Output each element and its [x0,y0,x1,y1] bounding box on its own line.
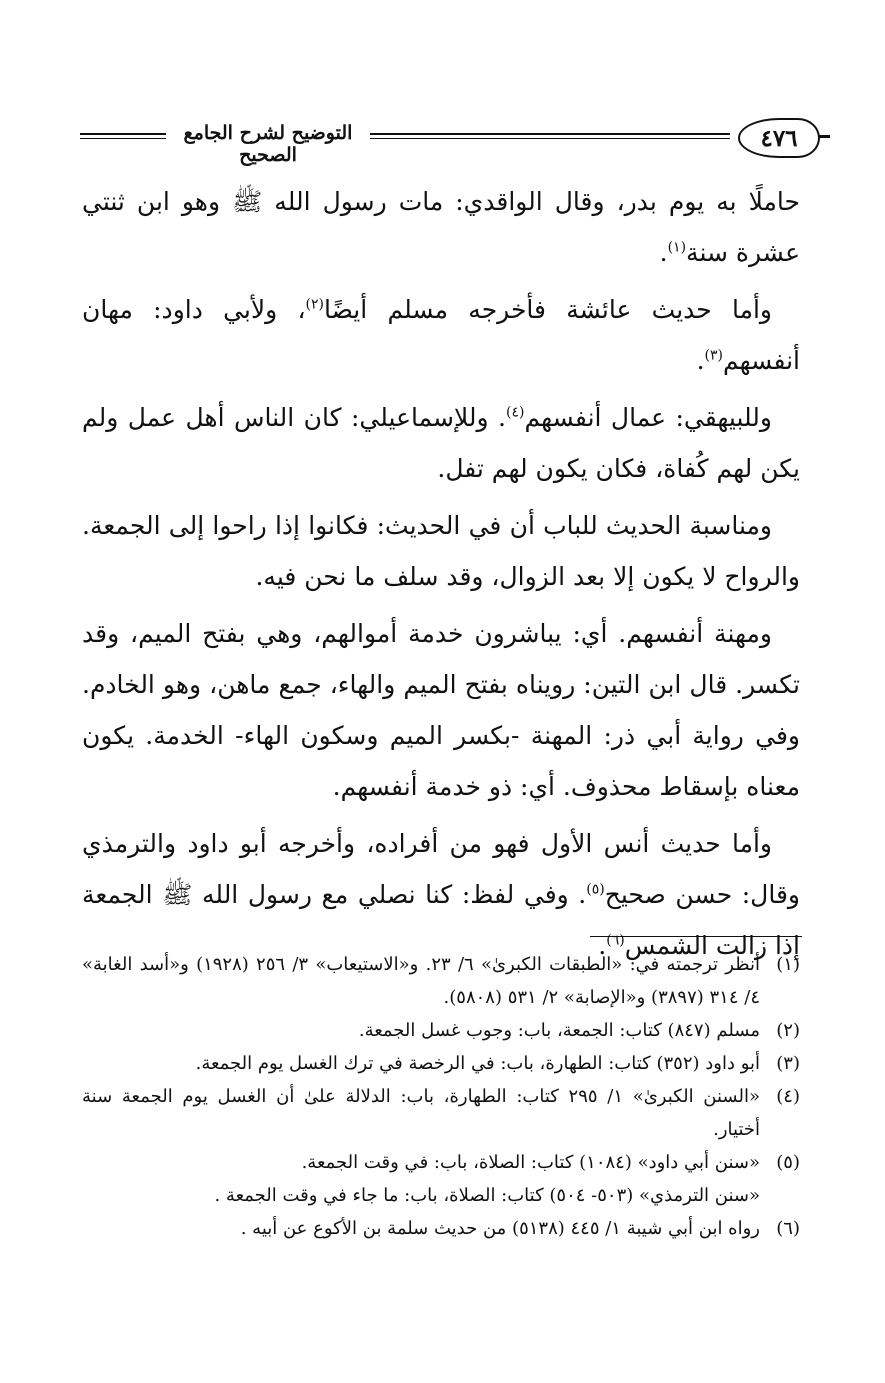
footnote-separator [590,936,802,937]
header-rule-left [80,133,166,139]
footnote-number: (٢) [776,1020,800,1041]
footnote [82,1047,800,1080]
footnote [82,1146,800,1179]
footnote-text: أنظر ترجمته في: «الطبقات الكبرىٰ» ٦/ ٢٣. و«الاستيعاب» ٣/ ٢٥٦ (١٩٢٨) و«أسد الغابة» ٤/ ٣١٤ (٣٨٩٧) و«الإصابة» ٢/ ٥٣١ (٥٨٠٨). [82,954,761,1008]
footnote-number [760,1179,800,1212]
running-title: التوضيح لشرح الجامع الصحيح [183,122,353,166]
footnotes [82,948,800,1245]
header-rule-middle [370,133,730,139]
footnote-continuation [82,1179,800,1212]
paragraph: وللبيهقي: عمال أنفسهم$^{(٤)}$. وللإسماعيلي: كان الناس أهل عمل ولم يكن لهم كُفاة، فكان يكون لهم تفل. [82,403,800,483]
running-header [80,116,798,166]
footnote-number: (٤) [776,1086,800,1107]
footnote-text: مسلم (٨٤٧) كتاب: الجمعة، باب: وجوب غسل الجمعة. [358,1020,760,1041]
footnote [82,1014,800,1047]
footnote-ref[interactable]: (٢) [305,296,324,313]
paragraph: ومهنة أنفسهم. أي: يباشرون خدمة أموالهم، وهي بفتح الميم، وقد تكسر. قال ابن التين: رويناه بفتح الميم والهاء، جمع ماهن، وهو الخادم. وفي رواية أبي ذر: المهنة -بكسر الميم وسكون الهاء- الخدمة. يكون معناه بإسقاط محذوف. أي: ذو خدمة أنفسهم. [82,619,800,801]
footnote-number: (١) [776,954,800,975]
header-rule-right [818,135,830,138]
footnote-text: رواه ابن أبي شيبة ١/ ٤٤٥ (٥١٣٨) من حديث سلمة بن الأكوع عن أبيه . [240,1218,760,1239]
footnote-text: أبو داود (٣٥٢) كتاب: الطهارة، باب: في الرخصة في ترك الغسل يوم الجمعة. [195,1053,760,1074]
paragraph: ومناسبة الحديث للباب أن في الحديث: فكانوا إذا راحوا إلى الجمعة. والرواح لا يكون إلا بعد الزوال، وقد سلف ما نحن فيه. [82,511,800,591]
page-number: ٤٧٦ [738,118,820,158]
footnote-ref[interactable]: (٦) [606,932,625,949]
footnote-text: «سنن أبي داود» (١٠٨٤) كتاب: الصلاة، باب: في وقت الجمعة. [301,1152,760,1173]
footnote-text: «سنن الترمذي» (٥٠٣- ٥٠٤) كتاب: الصلاة، باب: ما جاء في وقت الجمعة . [214,1185,760,1206]
footnote-number: (٣) [776,1053,800,1074]
footnote-ref[interactable]: (٤) [506,404,525,421]
footnote-text: «السنن الكبرىٰ» ١/ ٢٩٥ كتاب: الطهارة، باب: الدلالة علىٰ أن الغسل يوم الجمعة سنة أختيار. [82,1086,760,1140]
footnote [82,948,800,1014]
footnote-ref[interactable]: (١) [667,239,687,256]
footnote-ref[interactable]: (٣) [704,347,723,364]
paragraph: حاملًا به يوم بدر، وقال الواقدي: مات رسول الله ﷺ وهو ابن ثنتي عشرة سنة$^{(١)}$. [82,187,800,267]
paragraph: وأما حديث عائشة فأخرجه مسلم أيضًا$^{(٢)}$، ولأبي داود: مهان أنفسهم$^{(٣)}$. [82,295,800,375]
paragraph: وأما حديث أنس الأول فهو من أفراده، وأخرجه أبو داود والترمذي وقال: حسن صحيح$^{(٥)}$. وفي لفظ: كنا نصلي مع رسول الله ﷺ الجمعة إذا زالت الشمس$^{(٦)}$. [82,829,800,960]
body-text [82,176,800,977]
footnote-ref[interactable]: (٥) [586,881,605,898]
footnote [82,1212,800,1245]
footnote-number: (٥) [776,1152,800,1173]
footnote-number: (٦) [776,1218,800,1239]
footnote [82,1080,800,1146]
